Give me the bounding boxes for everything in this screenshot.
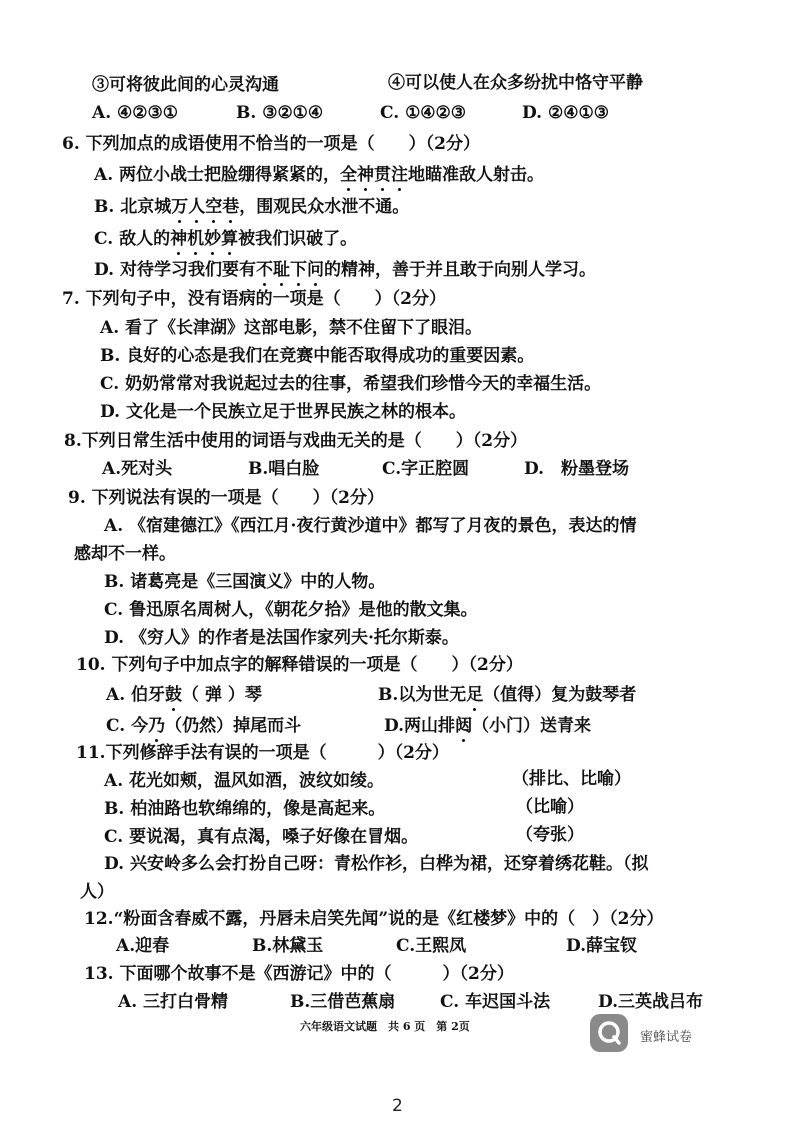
q10-option-b: B.以为世无足（值得）复为鼓琴者	[378, 685, 637, 705]
q7-option-c: C. 奶奶常常对我说起过去的往事，希望我们珍惜今天的幸福生活。	[100, 374, 602, 394]
q9-option-c: C. 鲁迅原名周树人，《朝花夕拾》是他的散文集。	[104, 600, 478, 620]
q5-option-c: C. ①④②③	[380, 103, 467, 123]
q11-option-c: C. 要说渴，真有点渴，嗓子好像在冒烟。	[104, 827, 419, 847]
q10-option-c: C. 今乃（仍然）掉尾而斗	[106, 716, 302, 736]
q5-option-d: D. ②④①③	[522, 103, 609, 123]
q11-option-b: B. 柏油路也软绵绵的，像是高起来。	[104, 799, 386, 819]
q11-stem: 11.下列修辞手法有误的一项是（ ）（2分）	[76, 743, 449, 763]
q7-stem: 7. 下列句子中，没有语病的一项是（ ）（2分）	[62, 289, 446, 309]
dotted-char: 神	[357, 165, 375, 185]
q8-option-a: A.死对头	[102, 459, 173, 479]
q11-option-d-line1: D. 兴安岭多么会打扮自己呀：青松作衫，白桦为裙，还穿着绣花鞋。（拟	[104, 854, 649, 874]
q11-option-a-note: （排比、比喻）	[512, 769, 631, 789]
q9-option-d: D. 《穷人》的作者是法国作家列夫·托尔斯泰。	[104, 628, 459, 648]
q6-option-a: A. 两位小战士把脸绷得紧紧的，全神贯注地瞄准敌人射击。	[94, 165, 545, 185]
dotted-char: 注	[391, 165, 409, 185]
dotted-char: 神	[170, 229, 188, 249]
dotted-char: 耻	[272, 260, 290, 280]
q6-option-b: B. 北京城万人空巷，围观民众水泄不通。	[94, 197, 410, 217]
q9-option-a-line2: 感却不一样。	[74, 544, 176, 564]
q5-item-3: ③可将彼此间的心灵沟通	[92, 75, 279, 95]
q8-option-c: C.字正腔圆	[382, 459, 470, 479]
page-number: 2	[392, 1096, 403, 1116]
q13-option-d: D.三英战吕布	[598, 992, 704, 1012]
q5-option-b: B. ③②①④	[236, 103, 324, 123]
q10-c-dotted-char: 乃	[148, 716, 166, 736]
q10-b-dotted-char: 足	[466, 685, 484, 705]
q6-option-d: D. 对待学习我们要有不耻下问的精神，善于并且敢于向别人学习。	[94, 260, 596, 280]
dotted-char: 全	[340, 165, 358, 185]
dotted-char: 问	[306, 260, 324, 280]
q12-option-c: C.王熙凤	[396, 936, 467, 956]
q10-option-d: D.两山排闼（小门）送青来	[384, 716, 592, 736]
q10-stem: 10. 下列句子中加点字的解释错误的一项是（ ）（2分）	[76, 655, 523, 675]
dotted-char: 不	[255, 260, 273, 280]
q13-option-a: A. 三打白骨精	[118, 992, 229, 1012]
q13-option-b: B.三借芭蕉扇	[290, 992, 396, 1012]
dotted-char: 下	[289, 260, 307, 280]
q6-d-dotted	[256, 260, 324, 280]
q10-option-a: A. 伯牙鼓（ 弹 ）琴	[106, 685, 262, 705]
q11-option-a: A. 花光如颊，温风如酒，波纹如绫。	[104, 771, 385, 791]
bee-logo-svg	[590, 1014, 628, 1052]
q11-option-b-note: （比喻）	[516, 797, 584, 817]
q11-option-c-note: （夸张）	[516, 825, 584, 845]
q6-option-c: C. 敌人的神机妙算被我们识破了。	[94, 229, 358, 249]
q8-option-d: D. 粉墨登场	[524, 459, 630, 479]
dotted-char: 贯	[374, 165, 392, 185]
watermark-text: 蜜蜂试卷	[640, 1030, 693, 1045]
q7-option-d: D. 文化是一个民族立足于世界民族之林的根本。	[100, 402, 466, 422]
q12-stem: 12.“粉面含春威不露，丹唇未启笑先闻”说的是《红楼梦》中的（ ）（2分）	[84, 909, 664, 929]
q13-option-c: C. 车迟国斗法	[440, 992, 551, 1012]
dotted-char: 人	[188, 197, 206, 217]
q12-option-a: A.迎春	[116, 936, 170, 956]
dotted-char: 妙	[204, 229, 222, 249]
q6-a-dotted	[340, 165, 408, 185]
q7-option-a: A. 看了《长津湖》这部电影，禁不住留下了眼泪。	[100, 318, 483, 338]
dotted-char: 万	[171, 197, 189, 217]
q5-item-4: ④可以使人在众多纷扰中恪守平静	[388, 73, 643, 93]
q6-b-dotted	[171, 197, 239, 217]
q9-stem: 9. 下列说法有误的一项是（ ）（2分）	[68, 488, 384, 508]
q6-stem: 6. 下列加点的成语使用不恰当的一项是（ ）（2分）	[62, 134, 480, 154]
q8-stem: 8.下列日常生活中使用的词语与戏曲无关的是（ ）（2分）	[64, 431, 528, 451]
q9-option-a-line1: A. 《宿建德江》《西江月·夜行黄沙道中》都写了月夜的景色，表达的情	[104, 516, 637, 536]
q10-d-dotted-char: 闼	[455, 716, 473, 736]
q9-option-b: B. 诸葛亮是《三国演义》中的人物。	[104, 572, 386, 592]
q6-c-dotted	[170, 229, 238, 249]
q11-option-d-line2: 人）	[80, 882, 114, 902]
q7-option-b: B. 良好的心态是我们在竞赛中能否取得成功的重要因素。	[100, 346, 535, 366]
q8-option-b: B.唱白脸	[248, 459, 320, 479]
q10-a-dotted-char: 鼓	[165, 685, 183, 705]
q12-option-b: B.林黛玉	[252, 936, 324, 956]
q12-option-d: D.薛宝钗	[566, 936, 638, 956]
dotted-char: 巷	[222, 197, 240, 217]
q13-stem: 13. 下面哪个故事不是《西游记》中的（ ）（2分）	[84, 964, 514, 984]
dotted-char: 空	[205, 197, 223, 217]
q5-option-a: A. ④②③①	[92, 103, 178, 123]
dotted-char: 机	[187, 229, 205, 249]
page-footer: 六年级语文试题 共 6 页 第 2页	[300, 1020, 470, 1033]
bee-logo-icon	[590, 1014, 628, 1052]
dotted-char: 算	[221, 229, 239, 249]
